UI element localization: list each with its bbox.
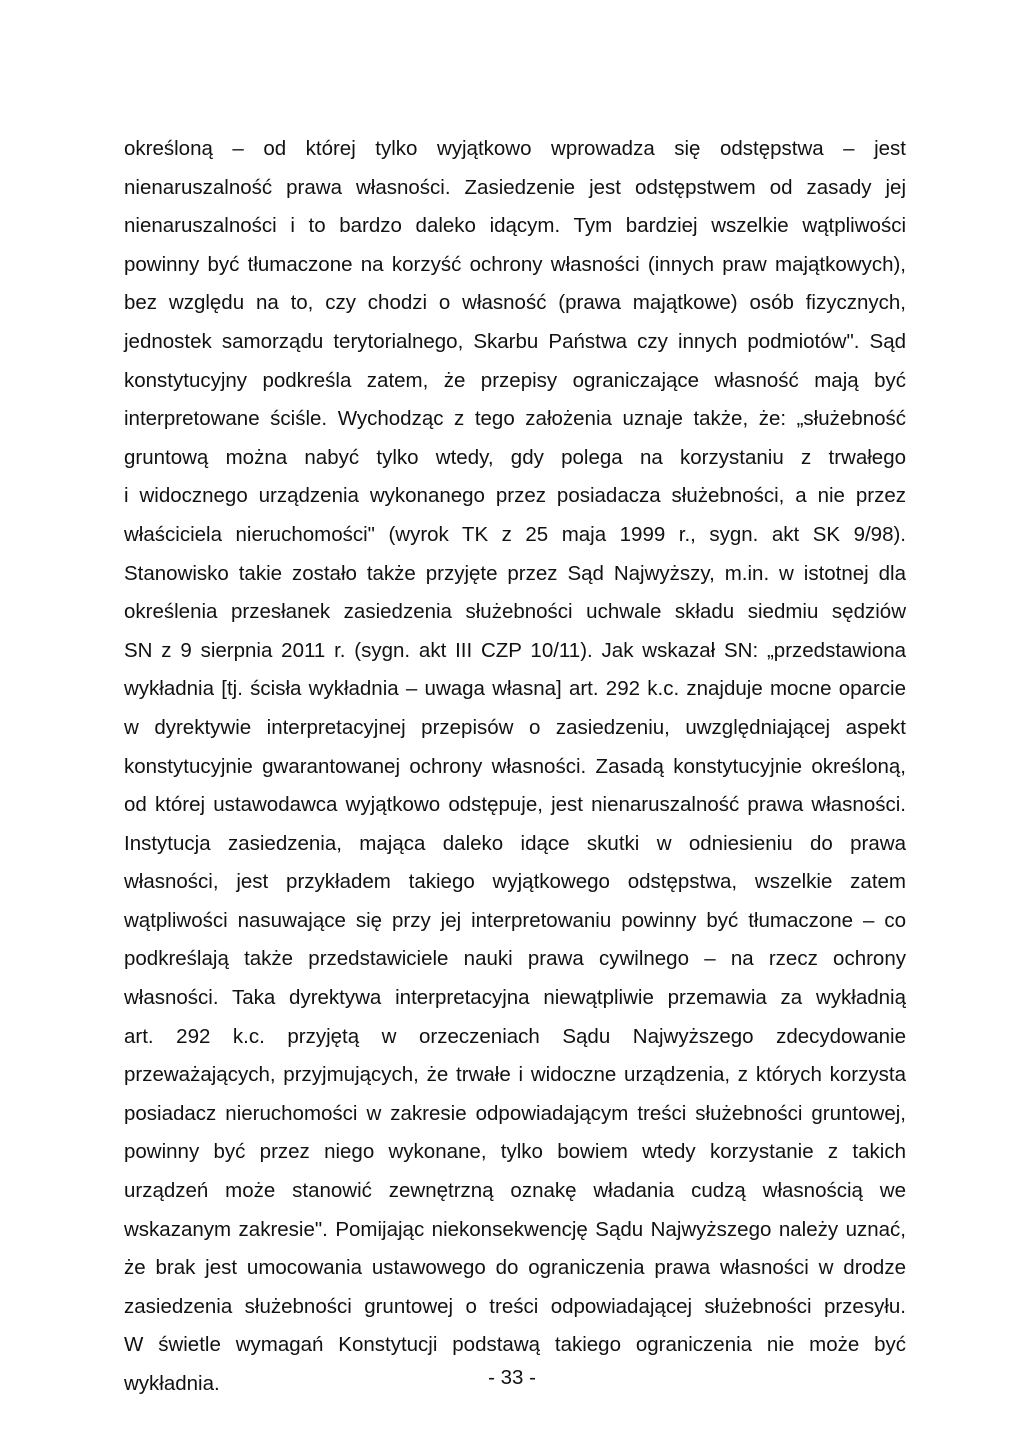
text-line: konstytucyjny podkreśla zatem, że przepisy ograniczające własność mają być xyxy=(124,368,906,392)
text-line: nienaruszalności i to bardzo daleko idącym. Tym bardziej wszelkie wątpliwości xyxy=(124,214,906,238)
body-text xyxy=(124,130,906,1404)
text-line: W świetle wymagań Konstytucji podstawą takiego ograniczenia nie może być xyxy=(124,1333,906,1357)
text-line: podkreślają także przedstawiciele nauki prawa cywilnego – na rzecz ochrony xyxy=(124,947,906,971)
text-line: posiadacz nieruchomości w zakresie odpowiadającym treści służebności gruntowej, xyxy=(124,1101,906,1125)
text-line: od której ustawodawca wyjątkowo odstępuje, jest nienaruszalność prawa własności. xyxy=(124,793,906,817)
text-line: SN z 9 sierpnia 2011 r. (sygn. akt III CZP 10/11). Jak wskazał SN: „przedstawiona xyxy=(124,638,906,662)
text-line: powinny być tłumaczone na korzyść ochrony własności (innych praw majątkowych), xyxy=(124,252,906,276)
text-line: zasiedzenia służebności gruntowej o treści odpowiadającej służebności przesyłu. xyxy=(124,1294,906,1318)
text-line: wskazanym zakresie". Pomijając niekonsekwencję Sądu Najwyższego należy uznać, xyxy=(124,1217,906,1241)
text-line: własności. Taka dyrektywa interpretacyjna niewątpliwie przemawia za wykładnią xyxy=(124,986,906,1010)
text-line: powinny być przez niego wykonane, tylko bowiem wtedy korzystanie z takich xyxy=(124,1140,906,1164)
text-line: urządzeń może stanowić zewnętrzną oznakę władania cudzą własnością we xyxy=(124,1179,906,1203)
text-line: Stanowisko takie zostało także przyjęte przez Sąd Najwyższy, m.in. w istotnej dla xyxy=(124,561,906,585)
text-line: wykładnia [tj. ścisła wykładnia – uwaga własna] art. 292 k.c. znajduje mocne oparcie xyxy=(124,677,906,701)
text-line: gruntową można nabyć tylko wtedy, gdy polega na korzystaniu z trwałego xyxy=(124,445,906,469)
text-line: określoną – od której tylko wyjątkowo wprowadza się odstępstwa – jest xyxy=(124,137,906,160)
text-line: art. 292 k.c. przyjętą w orzeczeniach Sądu Najwyższego zdecydowanie xyxy=(124,1024,906,1048)
text-line: i widocznego urządzenia wykonanego przez posiadacza służebności, a nie przez xyxy=(124,484,906,508)
text-line: określenia przesłanek zasiedzenia służebności uchwale składu siedmiu sędziów xyxy=(124,600,906,624)
text-line: wątpliwości nasuwające się przy jej interpretowaniu powinny być tłumaczone – co xyxy=(124,908,906,932)
text-line: w dyrektywie interpretacyjnej przepisów o zasiedzeniu, uwzględniającej aspekt xyxy=(124,715,906,739)
text-line: właściciela nieruchomości" (wyrok TK z 25 maja 1999 r., sygn. akt SK 9/98). xyxy=(124,522,906,546)
text-line: Instytucja zasiedzenia, mająca daleko idące skutki w odniesieniu do prawa xyxy=(124,831,906,855)
text-line: jednostek samorządu terytorialnego, Skarbu Państwa czy innych podmiotów". Sąd xyxy=(124,329,906,353)
text-line: własności, jest przykładem takiego wyjątkowego odstępstwa, wszelkie zatem xyxy=(124,870,906,894)
text-line: konstytucyjnie gwarantowanej ochrony własności. Zasadą konstytucyjnie określoną, xyxy=(124,754,906,778)
text-line: że brak jest umocowania ustawowego do ograniczenia prawa własności w drodze xyxy=(124,1256,906,1280)
text-line: interpretowane ściśle. Wychodząc z tego założenia uznaje także, że: „służebność xyxy=(124,407,906,431)
text-line: wykładnia. xyxy=(124,1372,220,1395)
page-number: - 33 - xyxy=(488,1366,536,1389)
text-line: przeważających, przyjmujących, że trwałe i widoczne urządzenia, z których korzysta xyxy=(124,1063,906,1087)
text-line: bez względu na to, czy chodzi o własność (prawa majątkowe) osób fizycznych, xyxy=(124,291,906,315)
text-line: nienaruszalność prawa własności. Zasiedzenie jest odstępstwem od zasady jej xyxy=(124,175,906,199)
